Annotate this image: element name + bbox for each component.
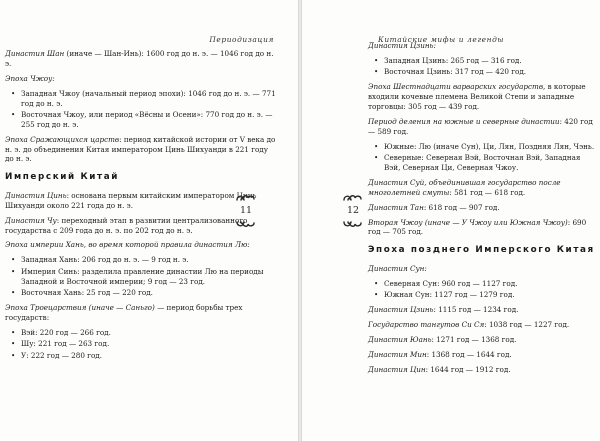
entry-label: Период деления на южные и северные династии [368,116,560,126]
chronology-entry [368,203,598,213]
chronology-entry [368,335,598,345]
entry-text: : 1368 год — 1644 год. [426,350,512,360]
list-item: • Империя Синь: разделила правление династии Лю на периоды Западной и Восточной империи; 9 год — 23 год. [21,267,276,287]
list-item: • Северные: Северная Вэй, Восточная Вэй, Западная Вэй, Северная Ци, Северная Чжоу. [384,153,598,173]
period-list [368,56,598,77]
right-page-number: 12 [346,205,360,216]
chronology-entry [368,264,598,274]
list-item: • Восточная Чжоу, или период «Вёсны и Осени»: 770 год до н. э. — 255 год до н. э. [21,110,276,130]
entry-label: Династия Юань [368,335,432,345]
entry-text: : переходный этап в развитии централизованного государства с 209 года до н. э. по 202 год до н. э. [5,215,248,235]
cloud-ornament-icon [235,219,257,229]
period-list [368,279,598,300]
entry-text: : 1115 год — 1234 год. [433,305,519,315]
entry-label: Вторая Чжоу (иначе — У Чжоу или Южная Чжоу) [368,217,568,227]
entry-text: : 581 год — 618 год. [449,187,526,197]
entry-text: , в которые входили кочевые племена Великой Степи и западные торговцы: 305 год — 439 год. [368,82,586,111]
chronology-entry [368,365,598,375]
list-item: • Северная Сун: 960 год — 1127 год. [384,279,598,289]
entry-text: : 1038 год — 1227 год. [484,320,570,330]
right-folio [339,193,367,229]
chronology-entry [368,82,598,111]
list-item: • Южная Сун: 1127 год — 1279 год. [384,290,598,300]
chronology-entry [5,74,276,84]
entry-text: : 618 год — 907 год. [423,202,500,212]
chronology-entry [5,49,276,69]
left-running-head: Периодизация [209,35,274,44]
entry-label: Династия Суй, объединившая государство после многолетней смуты [368,177,561,197]
entry-label: Династия Чу [5,215,57,225]
list-item: • Южные: Лю (иначе Сун), Ци, Лян, Поздняя Лян, Чэнь. [384,142,598,152]
entry-label: Династия Цзинь [368,305,434,315]
section-heading: Эпоха позднего Имперского Китая [368,245,595,256]
period-list [5,328,276,361]
chronology-entry [368,117,598,137]
list-item: • Западная Цзинь: 265 год — 316 год. [384,56,598,66]
list-item: • У: 222 год — 280 год. [21,351,276,361]
entry-label: Династия Цзинь: [368,41,436,50]
entry-label: Эпоха Шестнадцати варварских государств [368,82,544,92]
chronology-entry [368,178,598,198]
list-item: • Западная Хань: 206 год до н. э. — 9 год н. э. [21,255,276,265]
list-item: • Восточная Цзинь: 317 год — 420 год. [384,67,598,77]
cloud-ornament-icon [342,219,364,229]
entry-label: Династия Сун: [368,264,427,274]
section-heading: Имперский Китай [5,172,120,183]
right-page-content [368,41,598,375]
chronology-entry [368,218,598,238]
list-item: • Западная Чжоу (начальный период эпохи): 1046 год до н. э. — 771 год до н. э. [21,89,276,109]
period-list [368,142,598,173]
entry-text: — период борьбы трех государств: [5,303,243,322]
list-item: • Восточная Хань: 25 год — 220 год. [21,288,276,298]
list-item: • Шу: 221 год — 263 год. [21,339,276,349]
entry-label: Династия Цинь [5,190,67,200]
entry-label: Династия Шан [5,49,65,58]
entry-text: : основана первым китайским императором Цинь Шихуанди около 221 года до н. э. [5,190,257,210]
entry-text: : 1644 год — 1912 год. [425,365,511,375]
entry-label: Эпоха Сражающихся царств [5,134,120,144]
entry-text: (иначе — Шан-Инь): 1600 год до н. э. — 1046 год до н. э. [5,49,274,68]
entry-text: : период китайской истории от V века до н. э. до объединения Китая императором Цинь Шихуанди в 221 году до н. э. [5,134,276,164]
cloud-ornament-icon [235,193,257,203]
entry-label: Династия Мин [368,350,427,360]
entry-label: Эпоха Чжоу: [5,73,55,83]
entry-label: Эпоха Троецарствия (иначе — Саньго) [5,303,155,313]
chronology-entry [368,305,598,315]
period-list [5,89,276,130]
entry-label: Династия Цин [368,365,426,375]
right-running-head: Китайские мифы и легенды [378,35,504,44]
chronology-entry [5,240,276,250]
list-item: • Вэй: 220 год — 266 год. [21,328,276,338]
entry-label: Эпоха империи Хань, во время которой правила династия Лю: [5,240,250,250]
cloud-ornament-icon [342,193,364,203]
entry-text: : 420 год — 589 год. [368,116,593,136]
period-list [5,255,276,297]
chronology-entry [368,320,598,330]
chronology-entry [5,135,276,164]
left-folio [232,193,260,229]
chronology-entry [368,350,598,360]
entry-label: Государство тангутов Си Ся [368,320,485,330]
entry-text: : 1271 год — 1368 год. [431,335,517,345]
chronology-entry [5,303,276,323]
entry-label: Династия Тан [368,202,424,212]
entry-text: : 690 год — 705 год. [368,217,587,237]
left-page-number: 11 [239,205,253,216]
